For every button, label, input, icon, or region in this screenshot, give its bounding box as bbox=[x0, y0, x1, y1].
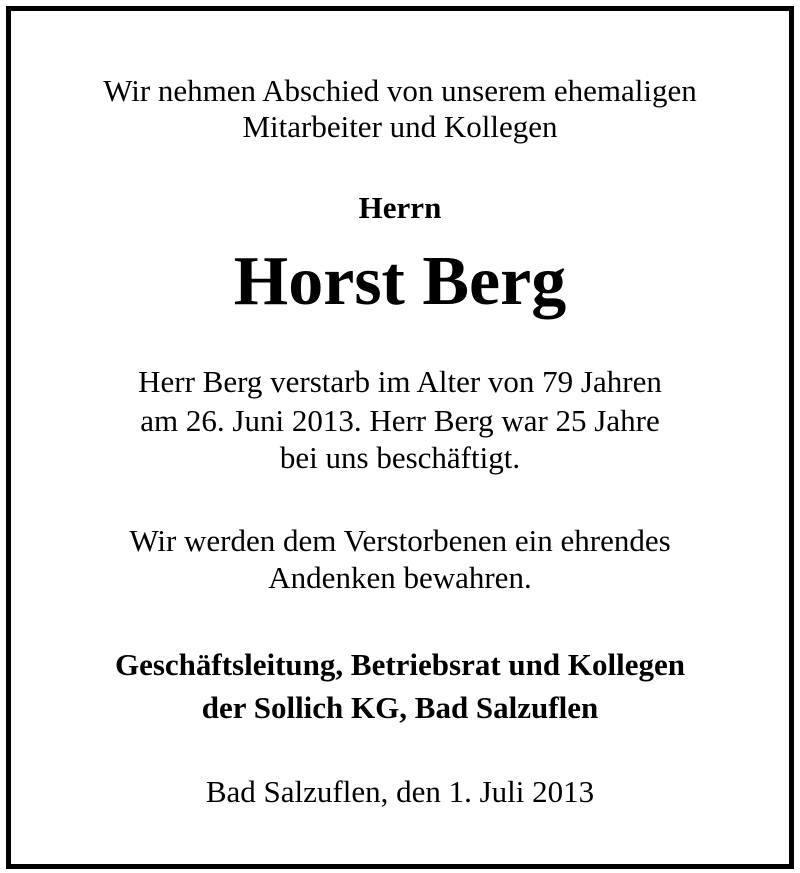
intro-line-2: Mitarbeiter und Kollegen bbox=[242, 109, 558, 144]
salutation: Herrn bbox=[358, 190, 442, 225]
deceased-name: Horst Berg bbox=[233, 243, 567, 320]
memory-line-2: Andenken bewahren. bbox=[268, 560, 532, 595]
signature-line-2: der Sollich KG, Bad Salzuflen bbox=[201, 690, 599, 725]
signature-line-1: Geschäftsleitung, Betriebsrat und Kollegen bbox=[114, 647, 686, 682]
place-date: Bad Salzuflen, den 1. Juli 2013 bbox=[205, 774, 595, 809]
intro-line-1: Wir nehmen Abschied von unserem ehemaligen bbox=[103, 73, 697, 108]
details-line-2: am 26. Juni 2013. Herr Berg war 25 Jahre bbox=[140, 403, 660, 438]
memory-line-1: Wir werden dem Verstorbenen ein ehrendes bbox=[129, 523, 671, 558]
details-line-1: Herr Berg verstarb im Alter von 79 Jahren bbox=[138, 364, 662, 399]
details-line-3: bei uns beschäftigt. bbox=[279, 440, 521, 475]
